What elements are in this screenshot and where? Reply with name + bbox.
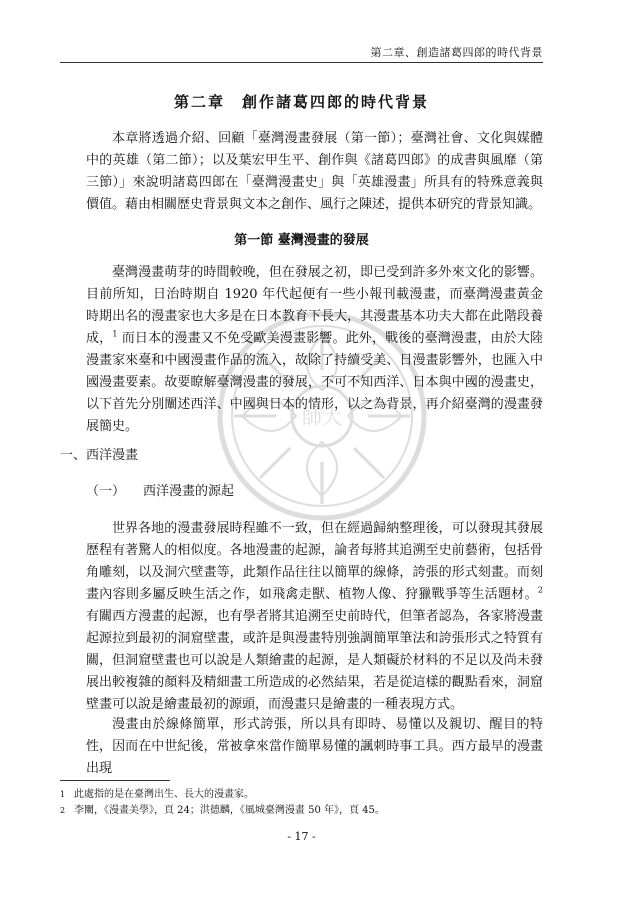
intro-paragraph: 本章將透過介紹、回顧「臺灣漫畫發展（第一節）；臺灣社會、文化與媒體中的英雄（第二節）；以及葉宏甲生平、創作與《諸葛四郎》的成書與風靡（第三節）」來說明諸葛四郎在「臺灣漫畫史」與「英雄漫畫」所具有的特殊意義與價值。藉由相關歷史背景與文本之創作、風行之陳述，提供本研究的背景知識。 — [86, 131, 543, 212]
section-paragraph-part2: 而日本的漫畫又不免受歐美漫畫影響。此外，戰後的臺灣漫畫，由於大陸漫畫家來臺和中國漫畫作品的流入，故除了持續受美、日漫畫影響外，也匯入中國漫畫要素。故要瞭解臺灣漫畫的發展，不可不知西洋、日本與中國的漫畫史，以下首先分別闡述西洋、中國與日本的情形，以之為背景，再介紹臺灣的漫畫發展簡史。 — [86, 331, 543, 434]
last-paragraph: 漫畫由於線條簡單，形式誇張，所以具有即時、易懂以及親切、醒目的特性，因而在中世紀後，常被拿來當作簡單易懂的諷刺時事工具。西方最早的漫畫出現 — [86, 717, 543, 776]
footnote-1 — [60, 788, 543, 802]
chapter-title: 第二章 創作諸葛四郎的時代背景 — [173, 93, 429, 111]
subheading-number: （一） — [86, 484, 126, 499]
origin-paragraph-part1: 世界各地的漫畫發展時程雖不一致，但在經過歸納整理後，可以發現其發展歷程有著驚人的相似度。各地漫畫的起源，論者每將其追溯至史前藝術，包括骨角雕刻，以及洞穴壁畫等，此類作品往往以簡單的線條，誇張的形式刻畫。而刻畫內容則多屬反映生活之作，如飛禽走獸、植物人像、狩獵戰爭等生活題材。 — [86, 521, 543, 602]
section-paragraph — [86, 262, 543, 438]
footnote-2 — [60, 804, 543, 818]
subheading-origins — [86, 482, 234, 502]
page-number: - 17 - — [287, 830, 316, 843]
heading-western-comics: 一、西洋漫畫 — [60, 448, 139, 463]
footnote-ref-1[interactable]: 1 — [112, 329, 118, 339]
seal-text: 師大 — [302, 405, 342, 429]
origin-paragraph — [86, 518, 543, 716]
origin-paragraph-part2: 有關西方漫畫的起源，也有學者將其追溯至史前時代，但筆者認為，各家將漫畫起源拉到最初的洞窟壁畫，或許是與漫畫特別強調簡單筆法和誇張形式之特質有關，但洞窟壁畫也可以說是人類繪畫的起源，是人類礙於材料的不足以及尚未發展出較複雜的顏料及精細畫工所造成的必然結果，若是從這樣的觀點看來，洞窟壁畫可以說是繪畫最初的源頭，而漫畫只是繪畫的一種表現方式。 — [86, 609, 543, 712]
section-title: 第一節 臺灣漫畫的發展 — [234, 233, 369, 248]
footnote-1-mark: 1 — [60, 790, 66, 799]
subheading-label: 西洋漫畫的源起 — [143, 484, 235, 499]
footnote-rule — [60, 780, 170, 781]
running-header: 第二章、創造諸葛四郎的時代背景 — [370, 46, 543, 59]
footnote-ref-2[interactable]: 2 — [537, 585, 543, 595]
header-rule — [60, 62, 543, 63]
footnote-2-mark: 2 — [60, 806, 66, 815]
footnote-2-text: 李闡，《漫畫美學》，頁 24；洪德麟，《風城臺灣漫畫 50 年》，頁 45。 — [74, 805, 385, 816]
section-paragraph-part1: 臺灣漫畫萌芽的時間較晚，但在發展之初，即已受到許多外來文化的影響。目前所知，日治時期自 1920 年代起便有一些小報刊載漫畫，而臺灣漫畫黃金時期出名的漫畫家也大多是在日本教育下長大，其漫畫基本功夫大都在此階段養成， — [86, 265, 543, 346]
footnote-1-text: 此處指的是在臺灣出生、長大的漫畫家。 — [74, 789, 254, 800]
